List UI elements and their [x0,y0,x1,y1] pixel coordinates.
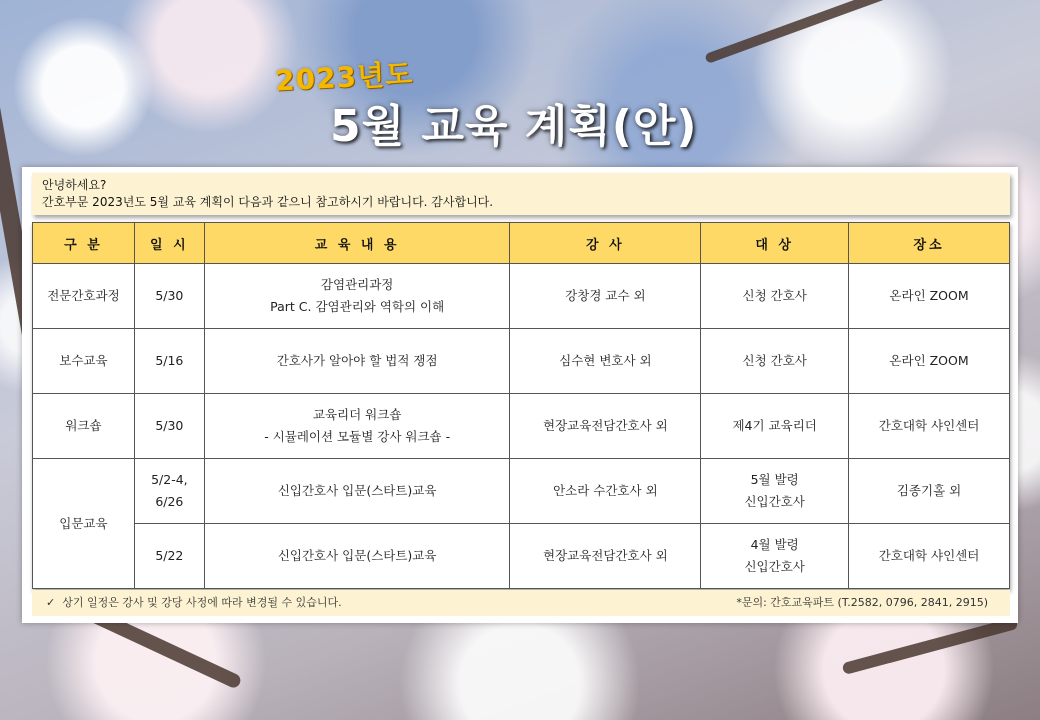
table-row [33,264,1010,329]
cell-target: 제4기 교육리더 [701,394,849,459]
content-line: 교육리더 워크숍 [312,407,402,422]
table-row [33,524,1010,589]
footnote-left [46,590,342,616]
target-line: 신입간호사 [744,494,805,509]
header-date: 일 시 [134,223,204,264]
target-line: 신입간호사 [744,559,805,574]
cell-date: 5/22 [134,524,204,589]
header-target: 대 상 [701,223,849,264]
date-line: 6/26 [155,494,184,509]
cell-content [204,264,510,329]
footnote-bar [32,590,1010,616]
target-line: 4월 발령 [750,537,799,552]
cell-lecturer: 안소라 수간호사 외 [510,459,701,524]
cell-category: 워크숍 [33,394,135,459]
content-line: Part C. 감염관리와 역학의 이해 [270,299,445,314]
page-title: 5월 교육 계획(안) [330,101,698,152]
cell-content: 간호사가 알아야 할 법적 쟁점 [204,329,510,394]
cell-place: 김종기홀 외 [849,459,1010,524]
cell-content: 신입간호사 입문(스타트)교육 [204,524,510,589]
cell-place: 간호대학 샤인센터 [849,394,1010,459]
cell-target: 신청 간호사 [701,329,849,394]
cell-target [701,459,849,524]
header-lecturer: 강 사 [510,223,701,264]
cell-target: 신청 간호사 [701,264,849,329]
table-row [33,329,1010,394]
cell-date: 5/30 [134,394,204,459]
check-icon: ✓ [46,596,56,609]
table-row [33,394,1010,459]
cell-category: 보수교육 [33,329,135,394]
title-area [0,50,1040,150]
greeting-line-1: 안녕하세요? [42,178,107,192]
footnote-contact: *문의: 간호교육파트 (T.2582, 0796, 2841, 2915) [736,596,988,609]
greeting-box [32,173,1010,215]
plan-panel [22,167,1018,623]
cell-lecturer: 강창경 교수 외 [510,264,701,329]
year-label: 2023년도 [274,57,414,98]
cell-place: 온라인 ZOOM [849,329,1010,394]
cell-place: 온라인 ZOOM [849,264,1010,329]
cell-content [204,394,510,459]
cell-date [134,459,204,524]
cell-category: 입문교육 [33,459,135,589]
education-plan-table [32,222,1010,589]
table-header-row [33,223,1010,264]
target-line: 5월 발령 [750,472,799,487]
header-place: 장소 [849,223,1010,264]
cell-target [701,524,849,589]
cell-content: 신입간호사 입문(스타트)교육 [204,459,510,524]
footnote-notice: 상기 일정은 강사 및 강당 사정에 따라 변경될 수 있습니다. [62,596,342,609]
table-row [33,459,1010,524]
cell-lecturer: 현장교육전담간호사 외 [510,394,701,459]
content-line: 감염관리과정 [320,277,394,292]
greeting-line-2: 간호부문 2023년도 5월 교육 계획이 다음과 같으니 참고하시기 바랍니다. 감사합니다. [42,195,494,209]
cell-date: 5/30 [134,264,204,329]
cell-category: 전문간호과정 [33,264,135,329]
cell-lecturer: 심수현 변호사 외 [510,329,701,394]
header-category: 구 분 [33,223,135,264]
cell-place: 간호대학 샤인센터 [849,524,1010,589]
background-branch [842,617,1019,675]
date-line: 5/2-4, [151,472,188,487]
header-content: 교 육 내 용 [204,223,510,264]
cell-date: 5/16 [134,329,204,394]
content-line: - 시뮬레이션 모듈별 강사 워크숍 - [264,429,451,444]
cell-lecturer: 현장교육전담간호사 외 [510,524,701,589]
